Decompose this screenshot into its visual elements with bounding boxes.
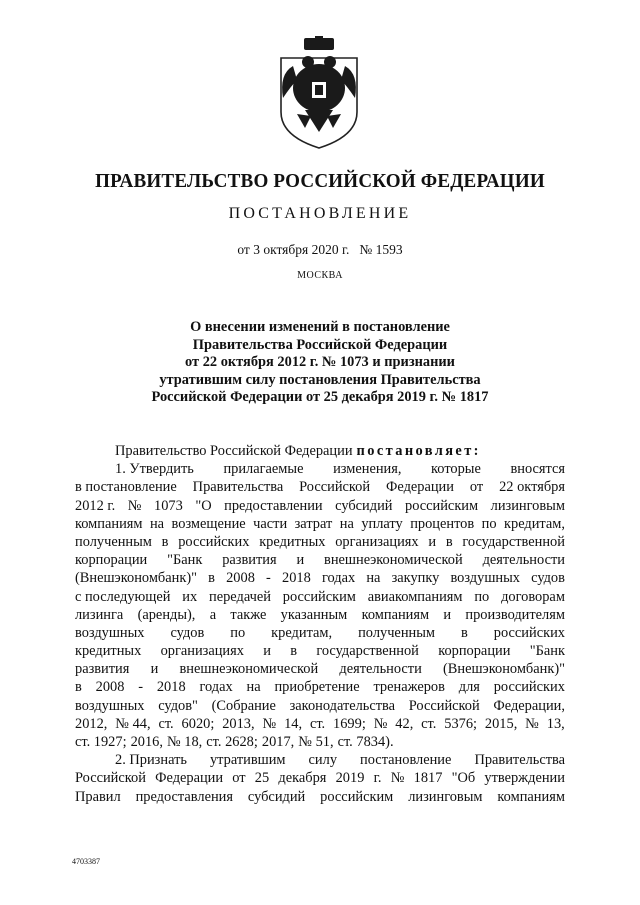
body-word: - (138, 679, 144, 696)
body-word: ст. (421, 715, 437, 732)
body-word: 1. Утвердить (115, 461, 194, 478)
body-word: 2012, (75, 715, 108, 732)
document-type: ПОСТАНОВЛЕНИЕ (228, 205, 412, 222)
body-word: 13, (546, 715, 565, 732)
body-word: № 44, (115, 715, 151, 732)
body-word: в (161, 533, 169, 550)
title-line: Правительства Российской Федерации (192, 336, 448, 353)
body-word: компаниям (75, 515, 143, 532)
body-word: Правительства (474, 752, 565, 769)
body-word: по (481, 515, 497, 532)
body-word: Федерации (386, 479, 454, 496)
body-word: российским (282, 588, 356, 605)
body-word: прилагаемые (223, 461, 304, 478)
body-word: на (246, 679, 261, 696)
body-word: от (469, 479, 484, 496)
body-word: в (460, 624, 468, 641)
body-word: 2019 (335, 770, 365, 787)
body-word: предоставлении (224, 497, 323, 514)
body-word: судов (531, 570, 565, 587)
body-word: в (208, 570, 215, 587)
body-word: № (525, 715, 539, 732)
body-word: г. (373, 770, 382, 787)
body-word: субсидий (247, 788, 306, 805)
body-word: утверждении (484, 770, 565, 787)
preamble-decree-word: постановляет: (356, 443, 481, 459)
title-line: утратившим силу постановления Правительства (159, 371, 481, 388)
body-word: а (209, 606, 217, 623)
body-word: в (75, 679, 82, 696)
body-word: 2013, (222, 715, 255, 732)
body-word: 22 октября (499, 479, 565, 496)
body-word: российских (493, 624, 565, 641)
body-word: 1699; (333, 715, 366, 732)
body-word: силу (308, 752, 338, 769)
body-word: Российской (75, 770, 146, 787)
title-line: от 22 октября 2012 г. № 1073 и признании (185, 354, 455, 371)
body-paragraphs (75, 460, 565, 806)
body-word: кредитных (75, 643, 142, 660)
body-word: деятельности (339, 661, 422, 678)
document-dateline (0, 242, 640, 258)
body-word: ст. 1927; (75, 734, 127, 750)
body-line (75, 769, 565, 787)
body-word: годах (199, 679, 233, 696)
body-word: воздушных (450, 570, 520, 587)
body-word: Федерации (155, 770, 224, 787)
body-word: и (428, 533, 437, 550)
body-word: декабря (278, 770, 327, 787)
body-word: на (339, 515, 354, 532)
body-line (75, 533, 565, 551)
body-word: Правил (75, 788, 121, 805)
body-line (75, 569, 565, 587)
body-word: судов" (158, 697, 198, 714)
body-word: внешнеэкономической (324, 552, 463, 569)
body-word: № (373, 715, 388, 732)
body-word: полученным (75, 533, 152, 550)
body-word: кредитам, (271, 624, 333, 641)
body-word: ст. 2628; (206, 734, 258, 750)
body-word: 2017, (261, 734, 295, 750)
body-word: также (230, 606, 267, 623)
body-word: (аренды), (137, 606, 196, 623)
body-word: воздушных (75, 624, 145, 641)
body-word: в (445, 533, 453, 550)
body-word: воздушных (75, 697, 145, 714)
body-word: которые (431, 461, 481, 478)
body-word: тренажеров (373, 679, 445, 696)
body-word: 2018 (156, 679, 186, 696)
document-number: № 1593 (359, 242, 403, 257)
body-word: 25 (254, 770, 270, 787)
body-word: на (149, 515, 165, 532)
body-word: производителям (465, 606, 565, 623)
body-word: 2008 (95, 679, 125, 696)
body-word: Российской (299, 479, 371, 496)
body-word: авиакомпаниям (367, 588, 463, 605)
body-line (75, 478, 565, 496)
document-title (100, 319, 540, 407)
body-word: по (474, 588, 490, 605)
body-word: судов (170, 624, 205, 641)
body-word: лизинговым (408, 788, 483, 805)
body-word: корпорации (75, 552, 148, 569)
body-line (75, 660, 565, 678)
document-city: МОСКВА (297, 270, 343, 281)
body-word: на (366, 570, 381, 587)
body-word: государственной (316, 643, 419, 660)
body-word: - (266, 570, 271, 587)
body-word: "Банк (167, 552, 203, 569)
body-word: ст. (158, 715, 174, 732)
body-word: закупку (391, 570, 440, 587)
body-word: изменения, (333, 461, 402, 478)
body-word: от (232, 770, 246, 787)
body-word: развития (75, 661, 130, 678)
body-word: государственной (462, 533, 565, 550)
body-word: корпорации (438, 643, 511, 660)
body-word: № (127, 497, 142, 514)
body-word: 1817 (413, 770, 443, 787)
body-line (75, 733, 565, 751)
body-line (75, 460, 565, 478)
body-word: ст. (309, 715, 326, 732)
body-word: (Внешэкономбанк)" (443, 661, 565, 678)
body-word: российских (178, 533, 250, 550)
body-word: № 18, (166, 734, 203, 750)
body-line (75, 624, 565, 642)
body-word: "Банк (529, 643, 565, 660)
body-word: компаниям (497, 788, 565, 805)
body-line (75, 715, 565, 733)
body-word: Федерации, (493, 697, 565, 714)
body-word: 1073 (154, 497, 183, 514)
body-word: российским (405, 497, 479, 514)
body-word: лизинга (75, 606, 124, 623)
body-word: (Внешэкономбанк)" (75, 570, 197, 587)
body-word: в постановление (75, 479, 177, 496)
body-word: и (443, 606, 452, 623)
body-word: 2015, (484, 715, 518, 732)
body-word: затрат (294, 515, 333, 532)
preamble-text: Правительство Российской Федерации (115, 443, 353, 459)
body-word: кредитам, (504, 515, 565, 532)
body-word: субсидий (335, 497, 393, 514)
body-word: утратившим (209, 752, 286, 769)
preamble-line (75, 442, 565, 460)
body-line (75, 588, 565, 606)
body-word: для (458, 679, 480, 696)
body-line (75, 751, 565, 769)
body-word: внешнеэкономической (179, 661, 319, 678)
body-word: и (150, 661, 159, 678)
body-line (75, 606, 565, 624)
body-word: годах (321, 570, 356, 587)
body-word: лизинговым (490, 497, 565, 514)
body-word: № 51, (298, 734, 334, 750)
body-word: предоставления (135, 788, 233, 805)
body-word: № (390, 770, 405, 787)
body-word: передачей (209, 588, 271, 605)
body-word: российских (493, 679, 565, 696)
body-word: организациях (335, 533, 419, 550)
document-body (75, 442, 565, 806)
body-line (75, 697, 565, 715)
body-word: "О (195, 497, 212, 514)
body-word: 2. Признать (115, 752, 187, 769)
body-line (75, 515, 565, 533)
coat-of-arms-emblem (275, 36, 363, 152)
government-name: ПРАВИТЕЛЬСТВО РОССИЙСКОЙ ФЕДЕРАЦИИ (95, 170, 545, 192)
body-word: 2018 (282, 570, 311, 587)
body-line (75, 642, 565, 660)
title-line: Российской Федерации от 25 декабря 2019 г. № 1817 (151, 389, 489, 406)
body-word: деятельности (482, 552, 565, 569)
body-word: в (290, 643, 298, 660)
body-word: ст. 7834). (337, 734, 394, 750)
body-word: 2012 г. (75, 497, 116, 514)
body-word: и (263, 643, 271, 660)
body-word: уплату (361, 515, 403, 532)
body-word: их (182, 588, 198, 605)
body-word: по (230, 624, 246, 641)
body-line (75, 678, 565, 696)
body-word: организациях (160, 643, 244, 660)
body-line (75, 551, 565, 569)
body-word: 5376; (444, 715, 478, 732)
body-word: 2016, (130, 734, 163, 750)
body-word: процентов (410, 515, 475, 532)
title-line: О внесении изменений в постановление (190, 319, 450, 335)
body-word: 6020; (181, 715, 215, 732)
body-word: развития (222, 552, 277, 569)
body-line (75, 497, 565, 515)
body-word: 14, (284, 715, 303, 732)
body-word: Российской (408, 697, 480, 714)
body-word: кредитных (259, 533, 326, 550)
body-word: части (253, 515, 288, 532)
body-line (75, 788, 565, 806)
body-word: постановление (360, 752, 452, 769)
body-word: 2008 (226, 570, 255, 587)
body-word: № (262, 715, 277, 732)
body-word: с последующей (75, 588, 171, 605)
body-word: российским (320, 788, 394, 805)
body-word: Правительства (192, 479, 284, 496)
body-word: "Об (451, 770, 476, 787)
footer-code: 4703387 (72, 857, 100, 866)
body-word: (Собрание (211, 697, 276, 714)
body-word: договорам (501, 588, 565, 605)
body-word: полученным (358, 624, 435, 641)
body-word: компаниям (361, 606, 430, 623)
body-word: законодательства (289, 697, 396, 714)
body-word: 42, (395, 715, 414, 732)
body-word: приобретение (274, 679, 360, 696)
body-word: указанным (280, 606, 348, 623)
document-date: от 3 октября 2020 г. (237, 242, 350, 257)
body-word: возмещение (171, 515, 246, 532)
body-word: и (296, 552, 305, 569)
body-word: вносятся (510, 461, 565, 478)
